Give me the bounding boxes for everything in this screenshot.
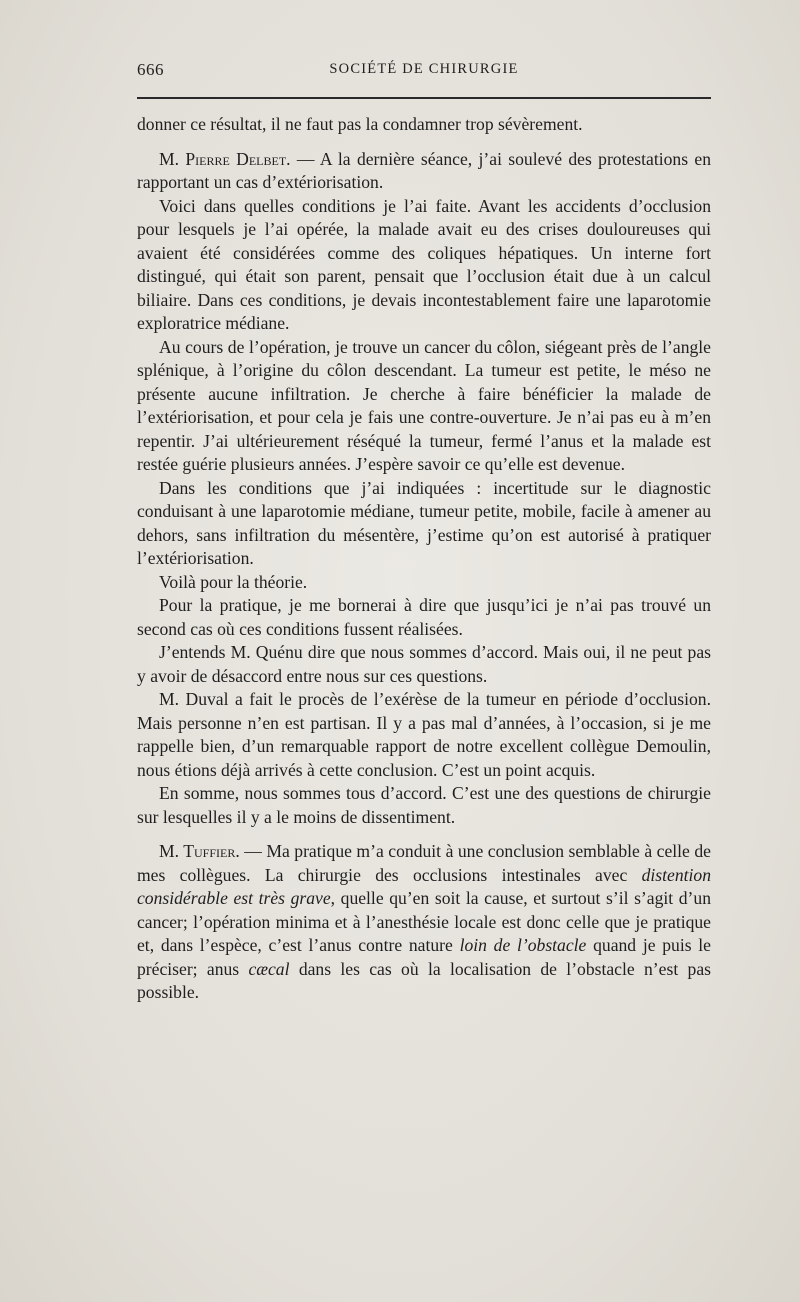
paragraph-text: quand je puis le préciser; anus [137, 935, 711, 979]
paragraph [137, 336, 711, 477]
running-title: SOCIÉTÉ DE CHIRURGIE [329, 61, 519, 77]
paragraph-text: Pour la pratique, je me bornerai à dire que jusqu’ici je n’ai pas trouvé un second cas où ces conditions fussent réalisées. [137, 595, 711, 639]
page-header [137, 60, 711, 84]
header-rule [137, 97, 711, 99]
paragraph [137, 688, 711, 782]
italic-phrase: distention considérable est très grave [137, 864, 711, 908]
paragraph-text: J’entends M. Quénu dire que nous sommes d’accord. Mais oui, il ne peut pas y avoir de désaccord entre nous sur ces questions. [137, 642, 711, 686]
paragraph-text: Dans les conditions que j’ai indiquées : incertitude sur le diagnostic conduisant à une laparotomie médiane, tumeur petite, mobile, facile à amener au dehors, sans infiltration du mésentère, j’estime qu’on est autorisé à pratiquer l’extériorisation. [137, 477, 711, 568]
paragraph [137, 195, 711, 336]
paragraph-text: — A la dernière séance, j’ai soulevé des protestations en rapportant un cas d’extériorisation. [137, 148, 711, 192]
italic-phrase: loin de l’obstacle [459, 935, 587, 955]
paragraph-tuffier [137, 840, 711, 1005]
paragraph [137, 641, 711, 688]
body-text [137, 113, 711, 1005]
speaker-name: M. Tuffier. [159, 841, 240, 861]
paragraph-text: — Ma pratique m’a conduit à une conclusion semblable à celle de mes collègues. La chirurgie des occlusions intestinales avec [137, 841, 711, 885]
italic-phrase: cæcal [248, 958, 290, 979]
paragraph-text: En somme, nous sommes tous d’accord. C’est une des questions de chirurgie sur lesquelles il y a le moins de dissentiment. [137, 783, 711, 827]
paragraph-text: , quelle qu’en soit la cause, et surtout s’il s’agit d’un cancer; l’opération minima et à l’anesthésie locale est donc celle que je pratique et, dans l’espèce, c’est l’anus contre nature [137, 888, 711, 955]
speaker-name: M. Pierre Delbet. [159, 148, 291, 169]
paragraph-text: Voici dans quelles conditions je l’ai faite. Avant les accidents d’occlusion pour lesquels je l’ai opérée, la malade avait eu des crises douloureuses qui avaient été considérées comme des coliques hépatiques. Un interne fort distingué, qui était son parent, pensait que l’occlusion était due à un calcul biliaire. Dans ces conditions, je devais incontestablement faire une laparotomie exploratrice médiane. [137, 195, 711, 333]
page-number: 666 [137, 60, 164, 79]
paragraph [137, 782, 711, 829]
paragraph-text: M. Duval a fait le procès de l’exérèse de la tumeur en période d’occlusion. Mais personne n’en est partisan. Il y a pas mal d’années, à l’occasion, si je me rappelle bien, d’un remarquable rapport de notre excellent collègue Demoulin, nous étions déjà arrivés à cette conclusion. C’est un point acquis. [137, 689, 711, 780]
paragraph-text: Voilà pour la théorie. [159, 571, 308, 592]
paragraph [137, 571, 711, 595]
paragraph [137, 594, 711, 641]
paragraph-text: dans les cas où la localisation de l’obstacle n’est pas possible. [137, 958, 711, 1002]
paragraph-delbet [137, 148, 711, 195]
paragraph [137, 477, 711, 571]
paragraph-text: Au cours de l’opération, je trouve un cancer du côlon, siégeant près de l’angle splénique, à l’origine du côlon descendant. La tumeur est petite, le méso ne présente aucune infiltration. Je cherche à faire bénéficier la malade de l’extériorisation, et pour cela je fais une contre-ouverture. Je n’ai pas eu à m’en repentir. J’ai ultérieurement réséqué la tumeur, fermé l’anus et la malade est restée guérie plusieurs années. J’espère savoir ce qu’elle est devenue. [137, 336, 711, 474]
paragraph-continuation [137, 113, 711, 137]
paragraph-text: donner ce résultat, il ne faut pas la condamner trop sévèrement. [137, 114, 583, 134]
